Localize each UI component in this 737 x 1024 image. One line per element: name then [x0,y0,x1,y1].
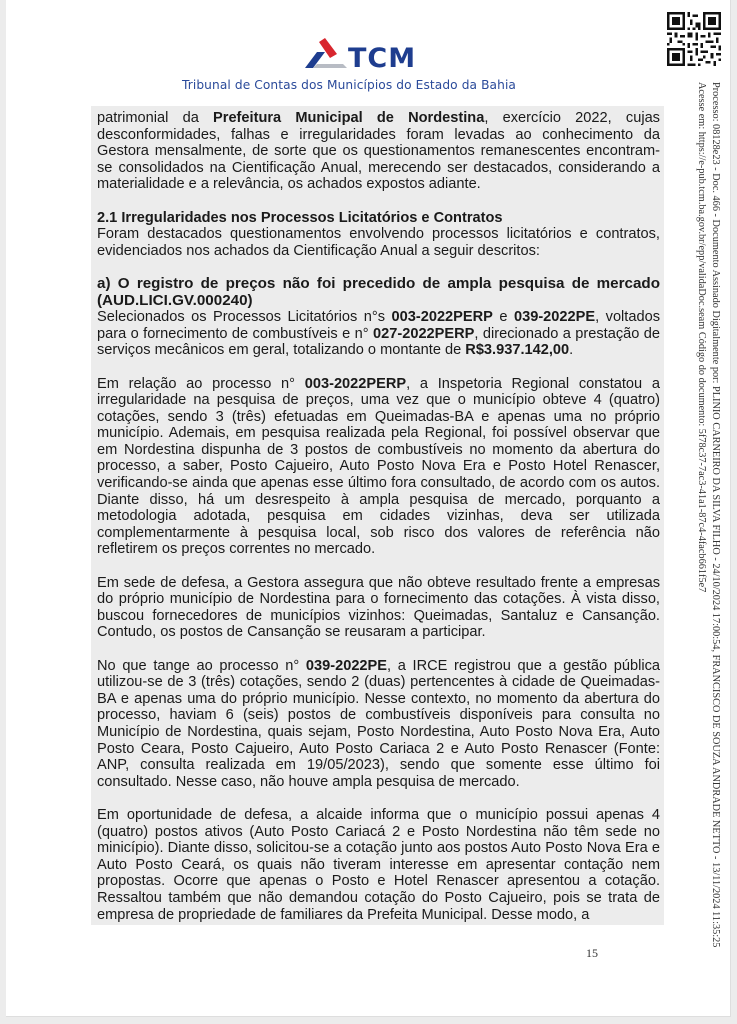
document-body [91,106,664,925]
municipality-name: Prefeitura Municipal de Nordestina [213,110,485,126]
paragraph-selected-processes: Selecionados os Processos Licitatórios n°s 003-2022PERP e 039-2022PE, voltados para o fornecimento de combustíveis e n° 027-2022PERP, direcionado a prestação de serviços mecânicos em geral, totalizando o montante de R$3.937.142,00. [97,309,660,359]
tcm-logo-text: TCM [348,43,417,74]
paragraph-defense-1: Em sede de defesa, a Gestora assegura que não obteve resultado frente a empresas do próprio município de Nordestina para o fornecimento das cotações. À vista disso, buscou fornecedores de municípios vizinhos: Queimadas, Santaluz e Cansanção. Contudo, os postos de Cansanção se reusaram a participar. [97,574,660,641]
section-intro: Foram destacados questionamentos envolvendo processos licitatórios e contratos, evidenciados nos achados da Cientificação Anual a seguir descritos: [97,226,660,259]
signature-stamp-line: Processo: 08128e23 - Doc. 466 - Documento Assinado Digitalmente por: PLINIO CARNEIRO DA SILVA FILHO - 24/10/2024 17:00:54, FRANCISCO DE SOUZA ANDRADE NETTO - 13/11/2024 11:35:25 [710,82,721,948]
page-number: 15 [586,946,598,960]
total-amount: R$3.937.142,00 [465,342,570,359]
paragraph-intro: patrimonial da Prefeitura Municipal de Nordestina, exercício 2022, cujas desconformidades, falhas e irregularidades foram levadas ao conhecimento da Gestora mensalmente, de sorte que os questionamentos remanescentes encontram-se consolidados na Cientificação Anual, merecendo ser destacados, considerando a materialidade e a relevância, os achados expostos adiante. [97,110,660,193]
section-title: 2.1 Irregularidades nos Processos Licitatórios e Contratos [97,209,503,226]
validation-link-line: Acesse em: https://e-pub.tcm.ba.gov.br/epp/validaDoc.seam Código do documento: 5f78c37-7ac3-41a1-87c4-4facb661f5e7 [696,82,707,593]
tcm-logo [176,38,576,98]
tcm-logo-icon [303,38,347,72]
institution-name: Tribunal de Contas dos Municípios do Estado da Bahia [182,78,517,92]
paragraph-process-003: Em relação ao processo n° 003-2022PERP, a Inspetoria Regional constatou a irregularidade na pesquisa de preços, uma vez que o município obteve 4 (quatro) cotações, sendo 3 (três) efetuadas em Queimadas-BA e apenas uma no próprio município. Ademais, em pesquisa realizada pela Regional, foi possível observar que em Nordestina dispunha de 3 postos de combustíveis no momento da abertura do processo, a saber, Posto Cajueiro, Auto Posto Nova Era e Posto Hotel Renascer, verificando-se ainda que apenas esse último fora consultado, de acordo com os autos. Diante disso, há um desrespeito à ampla pesquisa de mercado, porquanto a metodologia adotada, pesquisa em cidades vizinhas, deva ser utilizada complementarmente à pesquisa local, sob risco dos valores de referência não refletirem os preços correntes no mercado. [97,375,660,558]
paragraph-defense-2: Em oportunidade de defesa, a alcaide informa que o município possui apenas 4 (quatro) postos ativos (Auto Posto Cariacá 2 e Posto Nordestina não têm sede no minicípio). Diante disso, solicitou-se a cotação junto aos postos Auto Posto Nova Era e Auto Posto Ceará, os quais não tiveram interesse em apresentar contação nem propostas. Ocorre que apenas o Posto e Hotel Renascer apresentou a cotação. Ressaltou também que não demandou cotação do Posto Cajueiro, pois se trata de empresa de propriedade de familiares da Prefeita Municipal. Desse modo, a [97,806,660,923]
document-page [6,0,731,1017]
qr-code-icon [667,12,721,66]
paragraph-process-039: No que tange ao processo n° 039-2022PE, a IRCE registrou que a gestão pública utilizou-se de 3 (três) cotações, sendo 2 (duas) pertencentes à cidade de Queimadas-BA e apenas uma do próprio município. Nesse contexto, no momento da abertura do processo, haviam 6 (seis) postos de combustíveis disponíveis para consulta no Município de Nordestina, quais sejam, Posto Nordestina, Auto Posto Nova Era, Auto Posto Ceara, Posto Cajueiro, Auto Posto Cariaca 2 e Auto Posto Renascer (Fonte: ANP, consulta realizada em 19/05/2023), sendo que somente esse último foi consultado. Nesse caso, não houve ampla pesquisa de mercado. [97,657,660,790]
finding-title: a) O registro de preços não foi precedido de ampla pesquisa de mercado (AUD.LICI.GV.000240) [97,274,660,309]
